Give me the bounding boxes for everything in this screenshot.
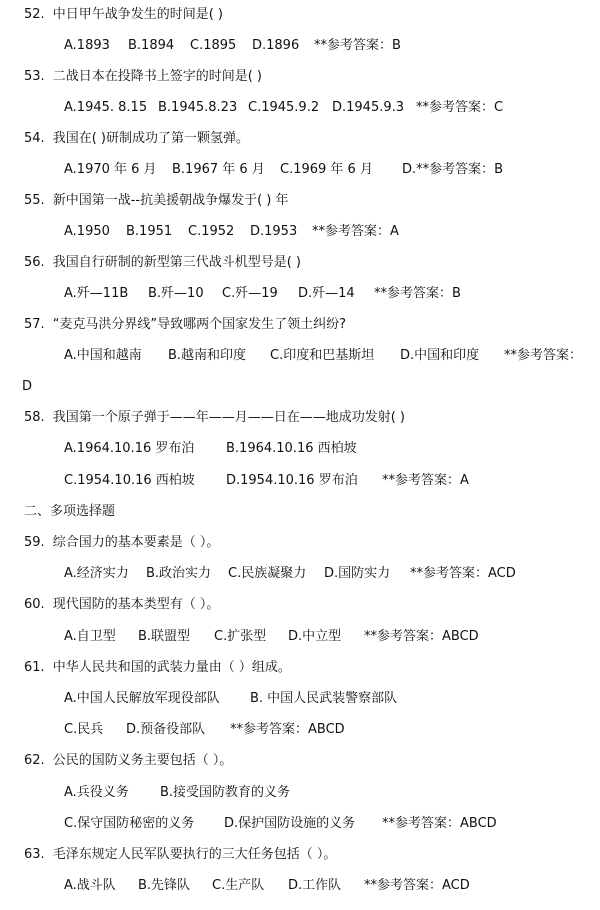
option-a: A.经济实力	[64, 566, 129, 581]
question-number: 57.	[24, 317, 45, 332]
option-d: D.1953	[250, 224, 298, 239]
option-c: C.1954.10.16 西柏坡	[64, 473, 195, 488]
answer: **参考答案：B	[416, 162, 504, 177]
option-a: A.中国和越南	[64, 348, 142, 363]
question-number: 54.	[24, 131, 45, 146]
option-d: D.工作队	[288, 878, 342, 893]
answer: **参考答案：ABCD	[364, 629, 479, 644]
question-number: 63.	[24, 847, 45, 862]
question-52-options	[64, 37, 401, 55]
option-c: C.扩张型	[214, 629, 267, 644]
option-c: C.1945.9.2	[248, 100, 320, 115]
question-61	[24, 659, 291, 677]
option-d: D.中国和印度	[400, 348, 480, 363]
question-text: 新中国第一战--抗美援朝战争爆发于( ) 年	[52, 193, 289, 208]
option-c: C.印度和巴基斯坦	[270, 348, 375, 363]
option-a: A.歼—11B	[64, 286, 129, 301]
question-text: “麦克马洪分界线”导致哪两个国家发生了领土纠纷?	[52, 317, 347, 332]
option-a: A.1964.10.16 罗布泊	[64, 441, 195, 456]
question-55	[24, 192, 288, 210]
question-58	[24, 409, 405, 427]
option-b: B.接受国防教育的义务	[160, 785, 291, 800]
option-b: B.越南和印度	[168, 348, 247, 363]
answer: **参考答案：ABCD	[230, 722, 345, 737]
question-57-options	[64, 347, 582, 365]
question-number: 59.	[24, 535, 45, 550]
option-d: D.歼—14	[298, 286, 355, 301]
answer: **参考答案：ABCD	[382, 816, 497, 831]
question-59	[24, 534, 219, 552]
question-text: 综合国力的基本要素是（ ）。	[52, 535, 220, 550]
answer: **参考答案：A	[382, 473, 469, 488]
question-58-options-row1	[64, 440, 357, 458]
option-b: B.1951	[126, 224, 173, 239]
question-62-options-row1	[64, 784, 290, 802]
answer: **参考答案：A	[312, 224, 399, 239]
answer: **参考答案：C	[416, 100, 504, 115]
answer-wrap: D	[22, 379, 33, 394]
question-56	[24, 254, 301, 272]
option-d: D.1945.9.3	[332, 100, 405, 115]
option-a: A.中国人民解放军现役部队	[64, 691, 220, 706]
answer: **参考答案：ACD	[364, 878, 470, 893]
question-62	[24, 752, 232, 770]
option-c: C.1895	[190, 38, 237, 53]
answer: **参考答案：	[504, 348, 583, 363]
question-text: 中日甲午战争发生的时间是( )	[52, 7, 223, 22]
answer: **参考答案：ACD	[410, 566, 516, 581]
question-number: 55.	[24, 193, 45, 208]
answer: **参考答案：B	[374, 286, 461, 301]
question-text: 中华人民共和国的武装力量由（ ）组成。	[52, 660, 291, 675]
option-b: B.先锋队	[138, 878, 191, 893]
option-b: B. 中国人民武装警察部队	[250, 691, 398, 706]
option-a: A.1893	[64, 38, 110, 53]
question-62-options-row2	[64, 815, 497, 833]
question-number: 58.	[24, 410, 45, 425]
question-59-options	[64, 565, 516, 583]
question-text: 公民的国防义务主要包括（ ）。	[52, 753, 233, 768]
question-number: 53.	[24, 69, 45, 84]
option-d: D.1954.10.16 罗布泊	[226, 473, 358, 488]
question-56-options	[64, 285, 461, 303]
option-b: B.联盟型	[138, 629, 191, 644]
question-number: 60.	[24, 597, 45, 612]
option-a: A.自卫型	[64, 629, 116, 644]
option-a: A.兵役义务	[64, 785, 129, 800]
option-b: B.政治实力	[146, 566, 212, 581]
question-54-options	[64, 161, 503, 179]
option-a: A.1970 年 6 月	[64, 162, 157, 177]
option-b: B.1964.10.16 西柏坡	[226, 441, 357, 456]
answer: **参考答案：B	[314, 38, 401, 53]
question-number: 56.	[24, 255, 45, 270]
option-a: A.1950	[64, 224, 110, 239]
question-61-options-row2	[64, 721, 345, 739]
option-c: C.1969 年 6 月	[280, 162, 373, 177]
option-c: C.民兵	[64, 722, 104, 737]
question-number: 61.	[24, 660, 45, 675]
option-c: C.生产队	[212, 878, 265, 893]
question-53-options	[64, 99, 503, 117]
option-b: B.歼—10	[148, 286, 204, 301]
option-c: C.保守国防秘密的义务	[64, 816, 195, 831]
question-text: 二战日本在投降书上签字的时间是( )	[52, 69, 262, 84]
question-55-options	[64, 223, 399, 241]
question-52	[24, 6, 223, 24]
option-a: A.战斗队	[64, 878, 116, 893]
section-heading: 二、多项选择题	[24, 504, 116, 519]
question-63	[24, 846, 336, 864]
option-c: C.1952	[188, 224, 235, 239]
question-text: 我国在( )研制成功了第一颗氢弹。	[52, 131, 249, 146]
option-d: D.保护国防设施的义务	[224, 816, 356, 831]
question-54	[24, 130, 249, 148]
question-53	[24, 68, 262, 86]
question-58-options-row2	[64, 472, 469, 490]
question-61-options-row1	[64, 690, 397, 708]
question-60	[24, 596, 219, 614]
question-text: 我国自行研制的新型第三代战斗机型号是( )	[52, 255, 301, 270]
question-number: 62.	[24, 753, 45, 768]
option-b: B.1945.8.23	[158, 100, 238, 115]
option-b: B.1967 年 6 月	[172, 162, 265, 177]
option-d: D.中立型	[288, 629, 342, 644]
option-d: D.预备役部队	[126, 722, 206, 737]
option-b: B.1894	[128, 38, 175, 53]
option-d: D.1896	[252, 38, 300, 53]
question-63-options	[64, 877, 470, 895]
option-c: C.民族凝聚力	[228, 566, 307, 581]
question-57	[24, 316, 346, 334]
question-text: 我国第一个原子弹于——年——月——日在——地成功发射( )	[52, 410, 405, 425]
option-a: A.1945. 8.15	[64, 100, 148, 115]
option-d: D.国防实力	[324, 566, 391, 581]
option-c: C.歼—19	[222, 286, 278, 301]
option-d: D.	[402, 162, 417, 177]
question-60-options	[64, 628, 479, 646]
question-text: 毛泽东规定人民军队要执行的三大任务包括（ ）。	[52, 847, 337, 862]
question-text: 现代国防的基本类型有（ ）。	[52, 597, 220, 612]
question-number: 52.	[24, 7, 45, 22]
